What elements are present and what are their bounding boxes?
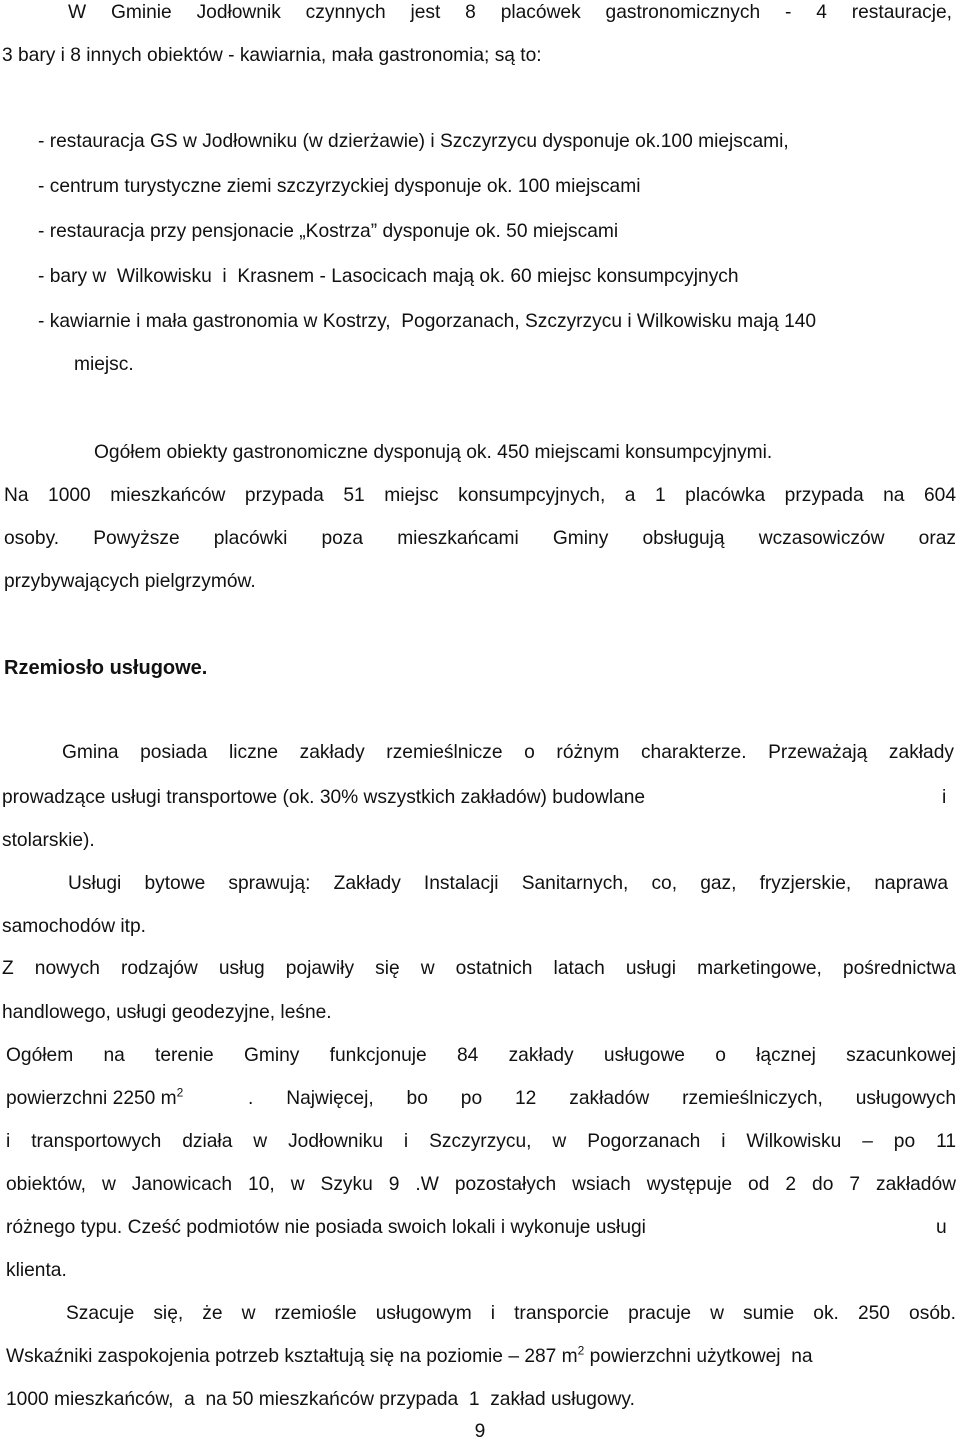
paragraph-line: Ogółem na terenie Gminy funkcjonuje 84 zakłady usługowe o łącznej szacunkowej (6, 1045, 956, 1066)
paragraph-line: Usługi bytowe sprawują: Zakłady Instalacji Sanitarnych, co, gaz, fryzjerskie, naprawa (68, 873, 948, 894)
page-number: 9 (474, 1421, 486, 1442)
paragraph-line: Gmina posiada liczne zakłady rzemieślnicze o różnym charakterze. Przeważają zakłady (62, 742, 954, 763)
paragraph-line: prowadzące usługi transportowe (ok. 30% wszystkich zakładów) budowlane (2, 787, 646, 808)
paragraph-line: i transportowych działa w Jodłowniku i Szczyrzycu, w Pogorzanach i Wilkowisku – po 11 (6, 1131, 956, 1152)
list-item: - restauracja przy pensjonacie „Kostrza” dysponuje ok. 50 miejscami (38, 221, 619, 242)
paragraph-word: u (936, 1217, 947, 1238)
intro-line-1: W Gminie Jodłownik czynnych jest 8 placówek gastronomicznych - 4 restauracje, (68, 2, 952, 23)
paragraph-text: powierzchni 2250 m (6, 1088, 177, 1109)
paragraph-line: . Najwięcej, bo po 12 zakładów rzemieślniczych, usługowych (248, 1088, 956, 1109)
list-item: miejsc. (74, 354, 134, 375)
paragraph-line: stolarskie). (2, 830, 95, 851)
intro-line-2: 3 bary i 8 innych obiektów - kawiarnia, mała gastronomia; są to: (2, 45, 542, 66)
summary-line-3: osoby. Powyższe placówki poza mieszkańcami Gminy obsługują wczasowiczów oraz (4, 528, 956, 549)
paragraph-text: powierzchni użytkowej na (584, 1346, 813, 1367)
paragraph-line (6, 1345, 813, 1369)
paragraph-line: różnego typu. Cześć podmiotów nie posiada swoich lokali i wykonuje usługi (6, 1217, 646, 1238)
paragraph-line: Szacuje się, że w rzemiośle usługowym i transporcie pracuje w sumie ok. 250 osób. (66, 1303, 956, 1324)
summary-line-1: Ogółem obiekty gastronomiczne dysponują ok. 450 miejscami konsumpcyjnymi. (94, 442, 773, 463)
paragraph-line: Z nowych rodzajów usług pojawiły się w ostatnich latach usługi marketingowe, pośrednictwa (2, 958, 956, 979)
summary-line-4: przybywających pielgrzymów. (4, 571, 256, 592)
section-title: Rzemiosło usługowe. (4, 657, 208, 679)
list-item: - kawiarnie i mała gastronomia w Kostrzy, Pogorzanach, Szczyrzycu i Wilkowisku mają 140 (38, 311, 817, 332)
paragraph-line: klienta. (6, 1260, 67, 1281)
paragraph-line: samochodów itp. (2, 916, 146, 937)
paragraph-text: Wskaźniki zaspokojenia potrzeb kształtują się na poziomie – 287 m (6, 1346, 578, 1367)
paragraph-line: obiektów, w Janowicach 10, w Szyku 9 .W pozostałych wsiach występuje od 2 do 7 zakładów (6, 1174, 956, 1195)
list-item: - bary w Wilkowisku i Krasnem - Lasocicach mają ok. 60 miejsc konsumpcyjnych (38, 266, 739, 287)
superscript: 2 (577, 1343, 585, 1358)
paragraph-line: handlowego, usługi geodezyjne, leśne. (2, 1002, 332, 1023)
paragraph-line: 1000 mieszkańców, a na 50 mieszkańców przypada 1 zakład usługowy. (6, 1389, 635, 1410)
paragraph-line-area (6, 1087, 183, 1111)
paragraph-word: i (942, 787, 947, 808)
superscript: 2 (176, 1085, 184, 1100)
list-item: - restauracja GS w Jodłowniku (w dzierżawie) i Szczyrzycu dysponuje ok.100 miejscami, (38, 131, 789, 152)
summary-line-2: Na 1000 mieszkańców przypada 51 miejsc konsumpcyjnych, a 1 placówka przypada na 604 (4, 485, 956, 506)
list-item: - centrum turystyczne ziemi szczyrzyckiej dysponuje ok. 100 miejscami (38, 176, 641, 197)
